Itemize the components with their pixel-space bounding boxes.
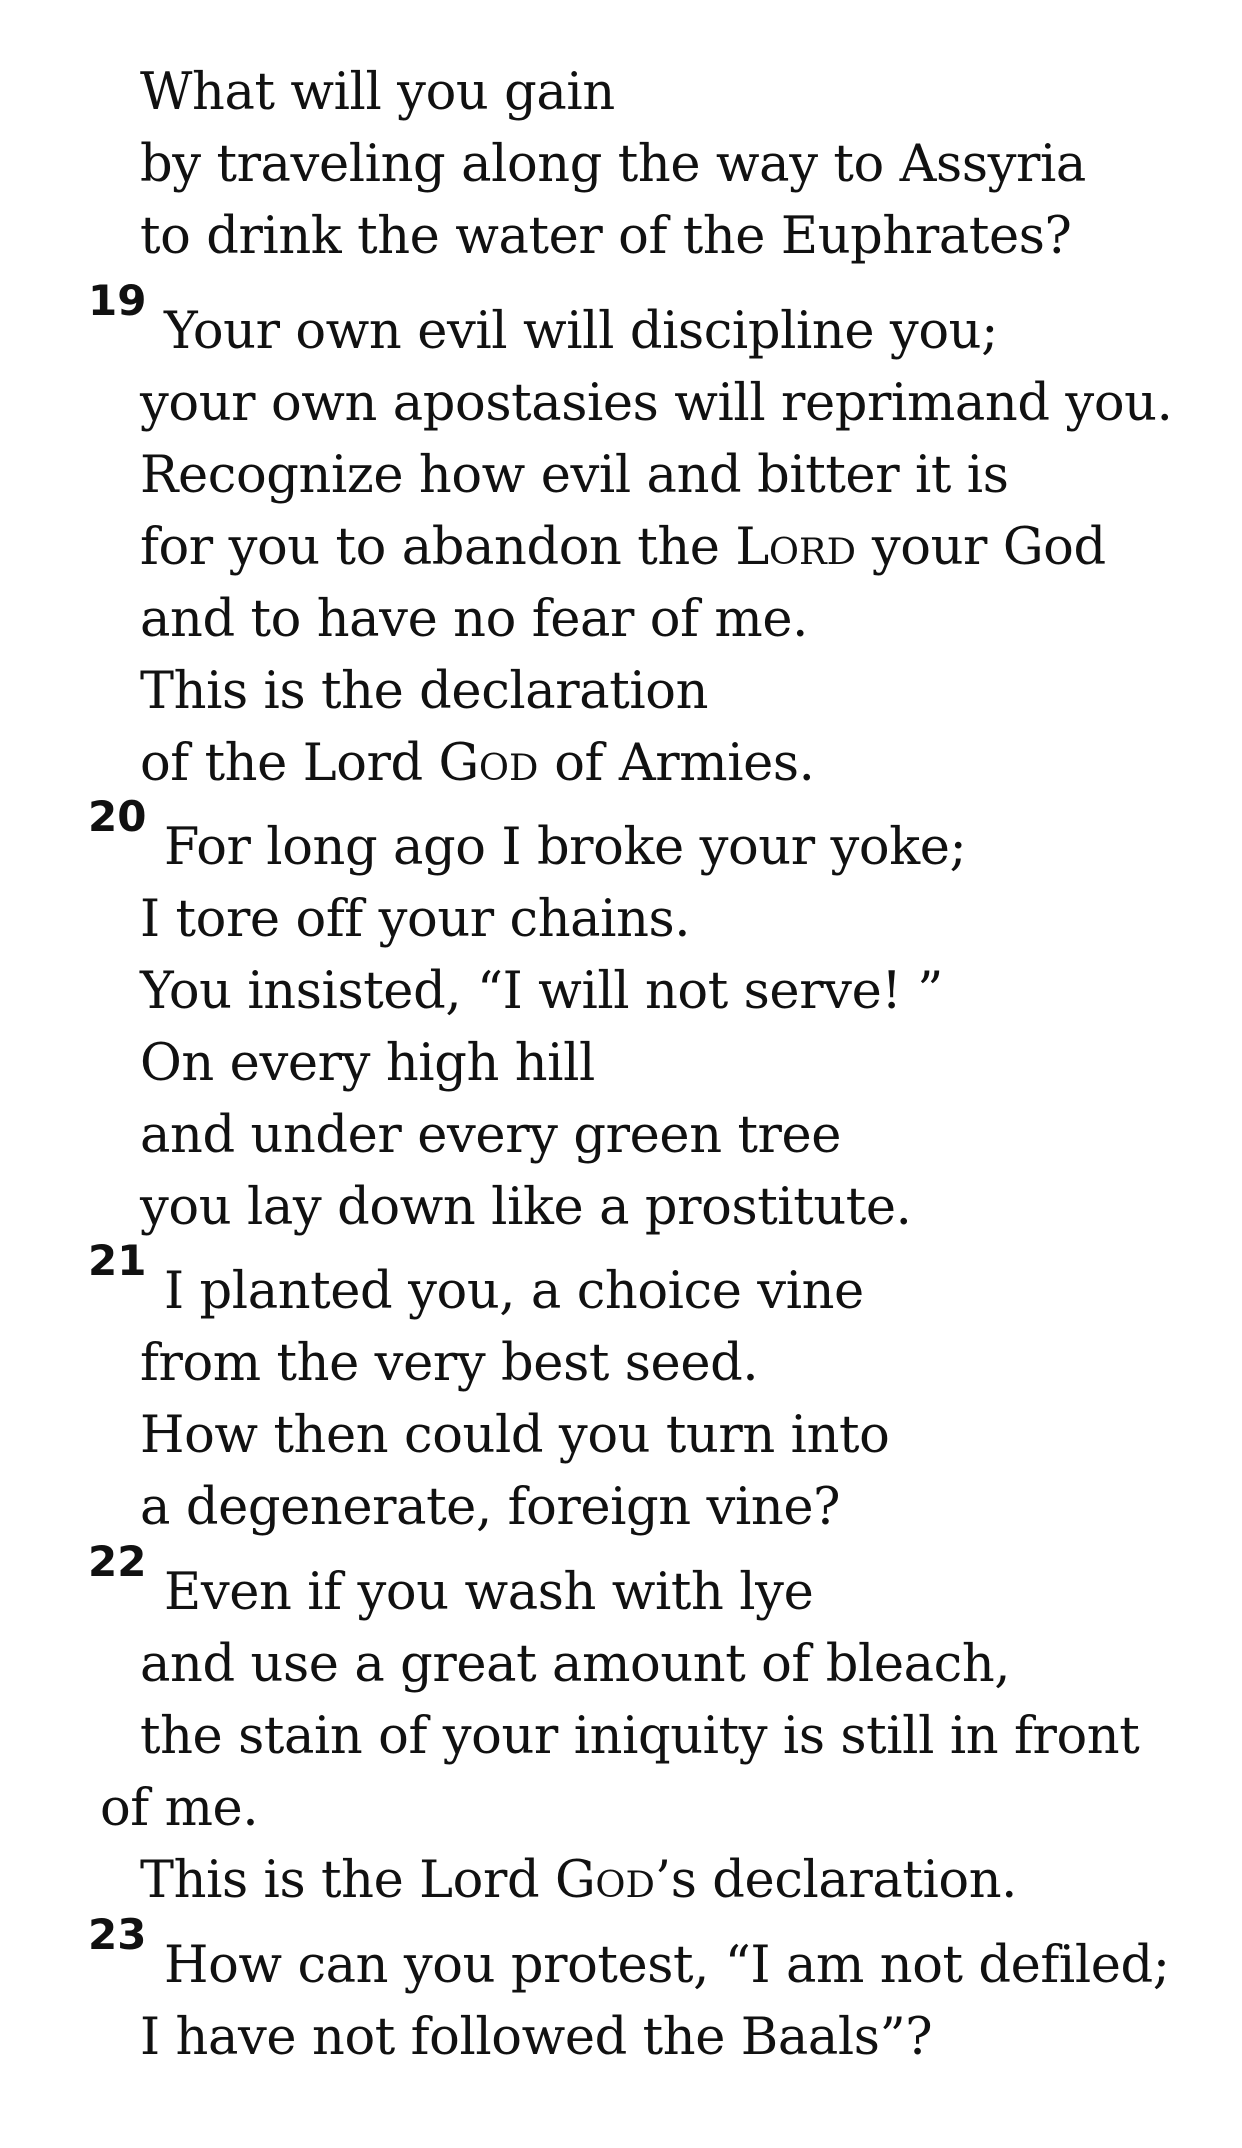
verse-line: For long ago I broke your yoke; bbox=[164, 818, 967, 877]
verse-line bbox=[140, 513, 1106, 583]
verse-line: This is the declaration bbox=[140, 662, 709, 721]
text-run: of Armies. bbox=[538, 734, 815, 793]
verse-line: the stain of your iniquity is still in front bbox=[140, 1707, 1140, 1766]
verse-line: Even if you wash with lye bbox=[164, 1563, 814, 1622]
text-run: of the Lord bbox=[140, 734, 439, 793]
verse-line: I planted you, a choice vine bbox=[164, 1262, 864, 1321]
verse-line: Your own evil will discipline you; bbox=[164, 302, 998, 361]
verse-line: I have not followed the Baals”? bbox=[140, 2008, 933, 2067]
verse-line: from the very best seed. bbox=[140, 1334, 759, 1393]
verse-line bbox=[140, 1846, 1017, 1916]
verse-line: How then could you turn into bbox=[140, 1406, 890, 1465]
verse-number[interactable]: 23 bbox=[88, 1910, 147, 1959]
verse-line: and under every green tree bbox=[140, 1106, 842, 1165]
verse-line bbox=[140, 729, 815, 799]
verse-line: and use a great amount of bleach, bbox=[140, 1635, 1011, 1694]
verse-line: by traveling along the way to Assyria bbox=[140, 135, 1086, 194]
verse-line: of me. bbox=[100, 1779, 259, 1838]
text-run: for you to abandon the bbox=[140, 518, 736, 577]
verse-number[interactable]: 21 bbox=[88, 1236, 147, 1285]
verse-line: Recognize how evil and bitter it is bbox=[140, 446, 1009, 505]
verse-line: you lay down like a prostitute. bbox=[140, 1178, 912, 1237]
verse-line: What will you gain bbox=[140, 63, 615, 122]
verse-line: On every high hill bbox=[140, 1034, 595, 1093]
text-run: This is the Lord bbox=[140, 1851, 555, 1910]
verse-line: a degenerate, foreign vine? bbox=[140, 1478, 841, 1537]
verse-line: How can you protest, “I am not defiled; bbox=[164, 1936, 1170, 1995]
text-run: ’s declaration. bbox=[654, 1851, 1017, 1910]
divine-name: GOD bbox=[555, 1851, 655, 1910]
divine-name: GOD bbox=[438, 734, 539, 793]
divine-name: LORD bbox=[735, 518, 857, 577]
verse-line: your own apostasies will reprimand you. bbox=[140, 374, 1173, 433]
verse-number[interactable]: 22 bbox=[88, 1537, 147, 1586]
verse-line: You insisted, “I will not serve! ” bbox=[140, 962, 943, 1021]
text-run: your God bbox=[856, 518, 1106, 577]
verse-line: I tore off your chains. bbox=[140, 890, 691, 949]
verse-line: to drink the water of the Euphrates? bbox=[140, 207, 1072, 266]
verse-line: and to have no fear of me. bbox=[140, 590, 808, 649]
verse-number[interactable]: 20 bbox=[88, 792, 147, 841]
verse-number[interactable]: 19 bbox=[88, 276, 147, 325]
